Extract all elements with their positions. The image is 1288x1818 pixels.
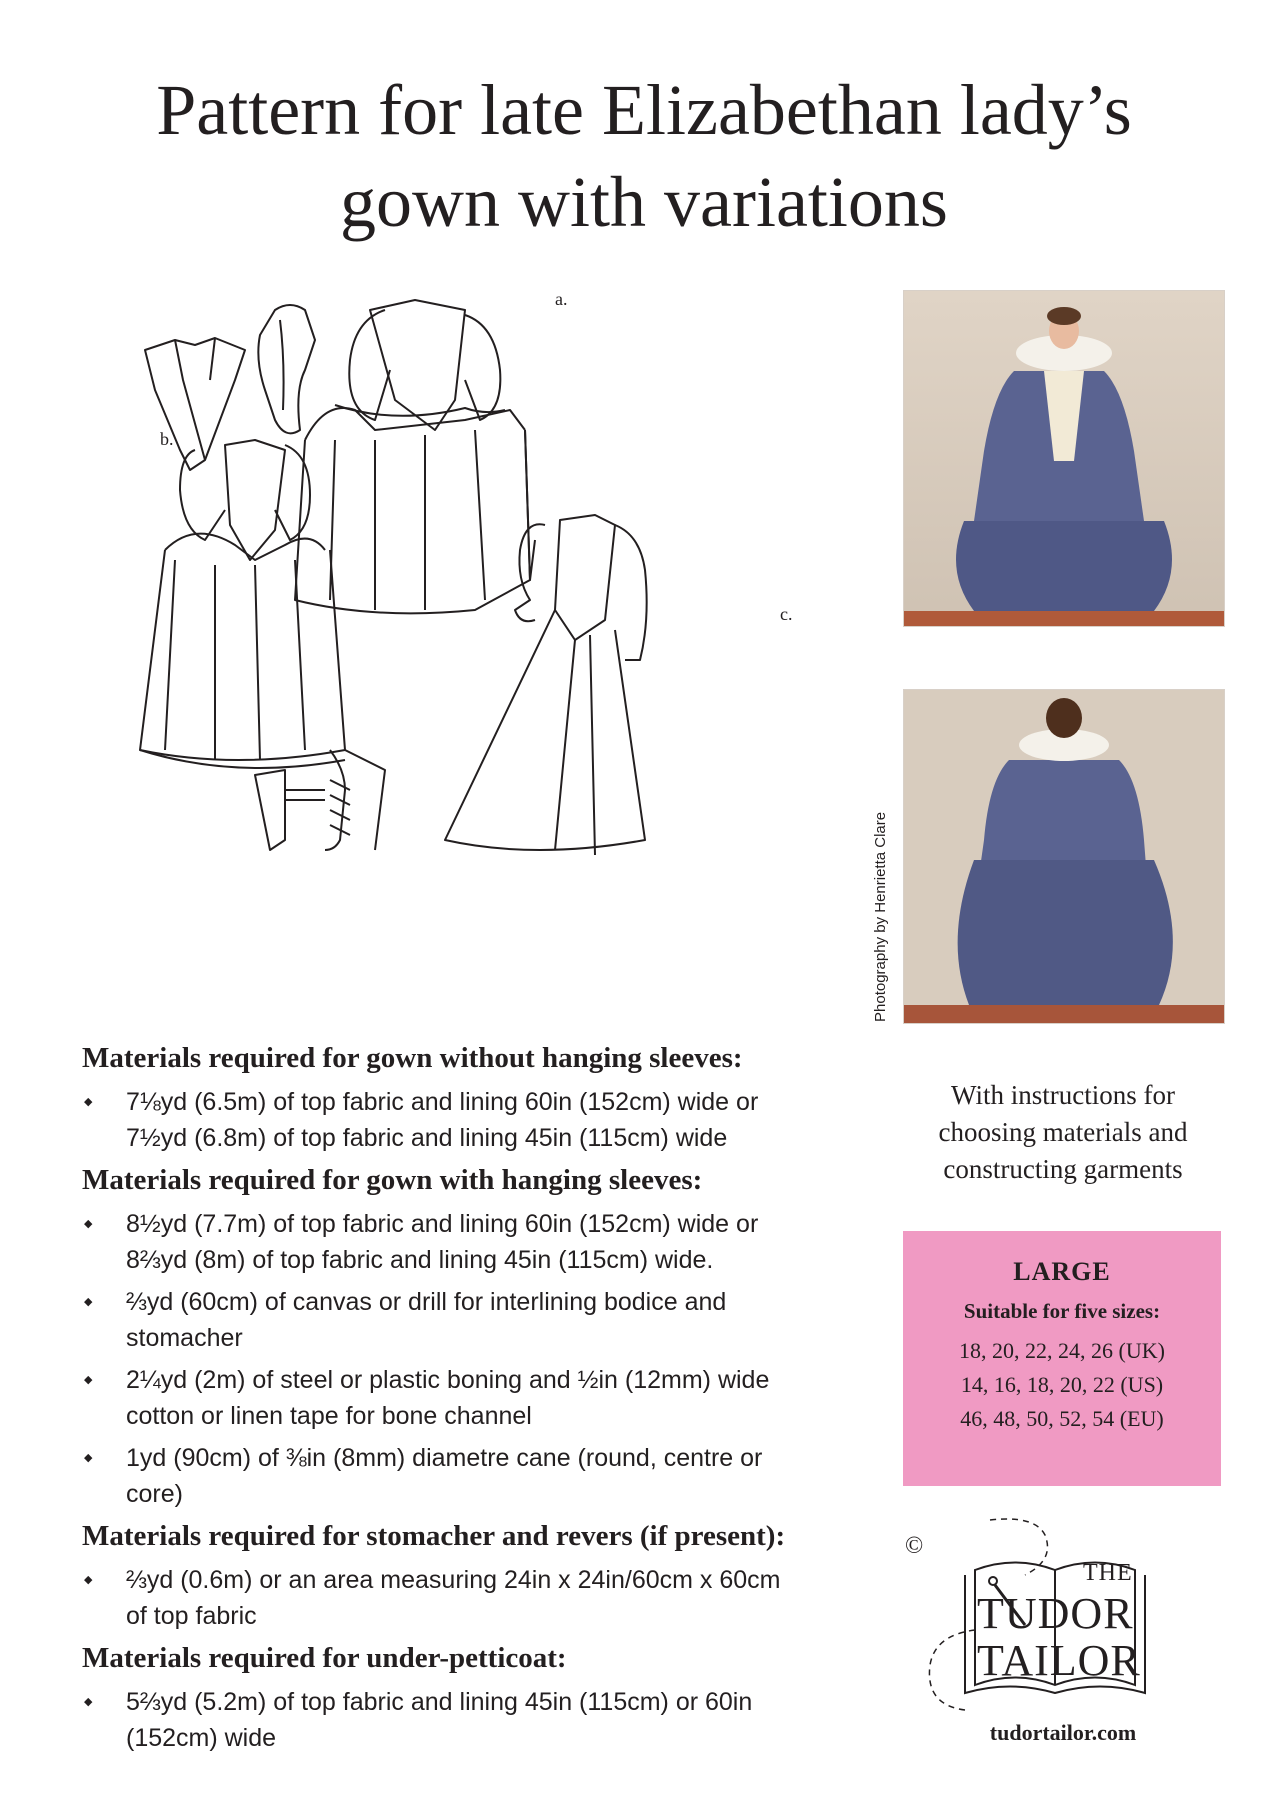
label-b: b. (160, 429, 174, 449)
photo-back-view (903, 689, 1225, 1024)
size-us: 14, 16, 18, 20, 22 (US) (960, 1372, 1164, 1397)
size-subtitle: Suitable for five sizes: (963, 1299, 1161, 1323)
materials-block-1 (82, 1040, 872, 1156)
title-line-2: gown with variations (340, 162, 948, 242)
gown-c-drawing (445, 515, 647, 855)
gown-illustrations (135, 280, 875, 995)
website-link[interactable]: tudortailor.com (989, 1720, 1137, 1745)
instructions-note: With instructions for choosing materials and constructing garments (938, 1080, 1188, 1184)
materials-heading: Materials required for under-petticoat: (82, 1642, 567, 1674)
list-item: ◆ ⅔yd (60cm) of canvas or drill for interlining bodice and stomacher (82, 1284, 872, 1356)
materials-section (82, 1040, 872, 1762)
size-uk: 18, 20, 22, 24, 26 (UK) (959, 1338, 1165, 1363)
photo-front-view (903, 290, 1225, 627)
list-item: ◆ 1yd (90cm) of ⅜in (8mm) diametre cane (round, centre or core) (82, 1440, 872, 1512)
list-item: ◆ 8½yd (7.7m) of top fabric and lining 60in (152cm) wide or 8⅔yd (8m) of top fabric and lining 45in (115cm) wide. (82, 1206, 872, 1278)
size-box (903, 1231, 1221, 1486)
list-item: ◆ 5⅔yd (5.2m) of top fabric and lining 45in (115cm) or 60in (152cm) wide (82, 1684, 872, 1756)
label-a: a. (555, 289, 568, 309)
list-item: ◆ 7⅛yd (6.5m) of top fabric and lining 60in (152cm) wide or 7½yd (6.8m) of top fabric and lining 45in (115cm) wide (82, 1084, 872, 1156)
logo-tudor: TUDOR (977, 1589, 1134, 1638)
copyright-symbol: © (905, 1533, 924, 1559)
materials-list (82, 1562, 872, 1634)
materials-heading: Materials required for stomacher and revers (if present): (82, 1520, 786, 1552)
materials-list (82, 1684, 872, 1756)
title-line-1: Pattern for late Elizabethan lady’s (156, 70, 1132, 150)
list-item: ◆ 2¼yd (2m) of steel or plastic boning and ½in (12mm) wide cotton or linen tape for bone channel (82, 1362, 872, 1434)
list-item: ◆ ⅔yd (0.6m) or an area measuring 24in x 24in/60cm x 60cm of top fabric (82, 1562, 872, 1634)
materials-heading: Materials required for gown with hanging sleeves: (82, 1164, 703, 1196)
label-c: c. (780, 604, 793, 624)
materials-list (82, 1084, 872, 1156)
photo-credit: Photography by Henrietta Clare (872, 811, 889, 1022)
materials-block-4 (82, 1640, 872, 1756)
logo-tailor: TAILOR (977, 1636, 1141, 1685)
size-eu: 46, 48, 50, 52, 54 (EU) (960, 1406, 1164, 1431)
hanging-sleeve-drawing (258, 305, 315, 433)
page-title (60, 64, 1228, 248)
size-title: LARGE (1013, 1257, 1111, 1286)
tudor-tailor-logo (905, 1515, 1205, 1715)
logo-the: THE (1083, 1560, 1133, 1586)
materials-block-3 (82, 1518, 872, 1634)
lacing-detail-drawing (255, 750, 385, 850)
materials-heading: Materials required for gown without hanging sleeves: (82, 1042, 743, 1074)
materials-list (82, 1206, 872, 1512)
materials-block-2 (82, 1162, 872, 1512)
